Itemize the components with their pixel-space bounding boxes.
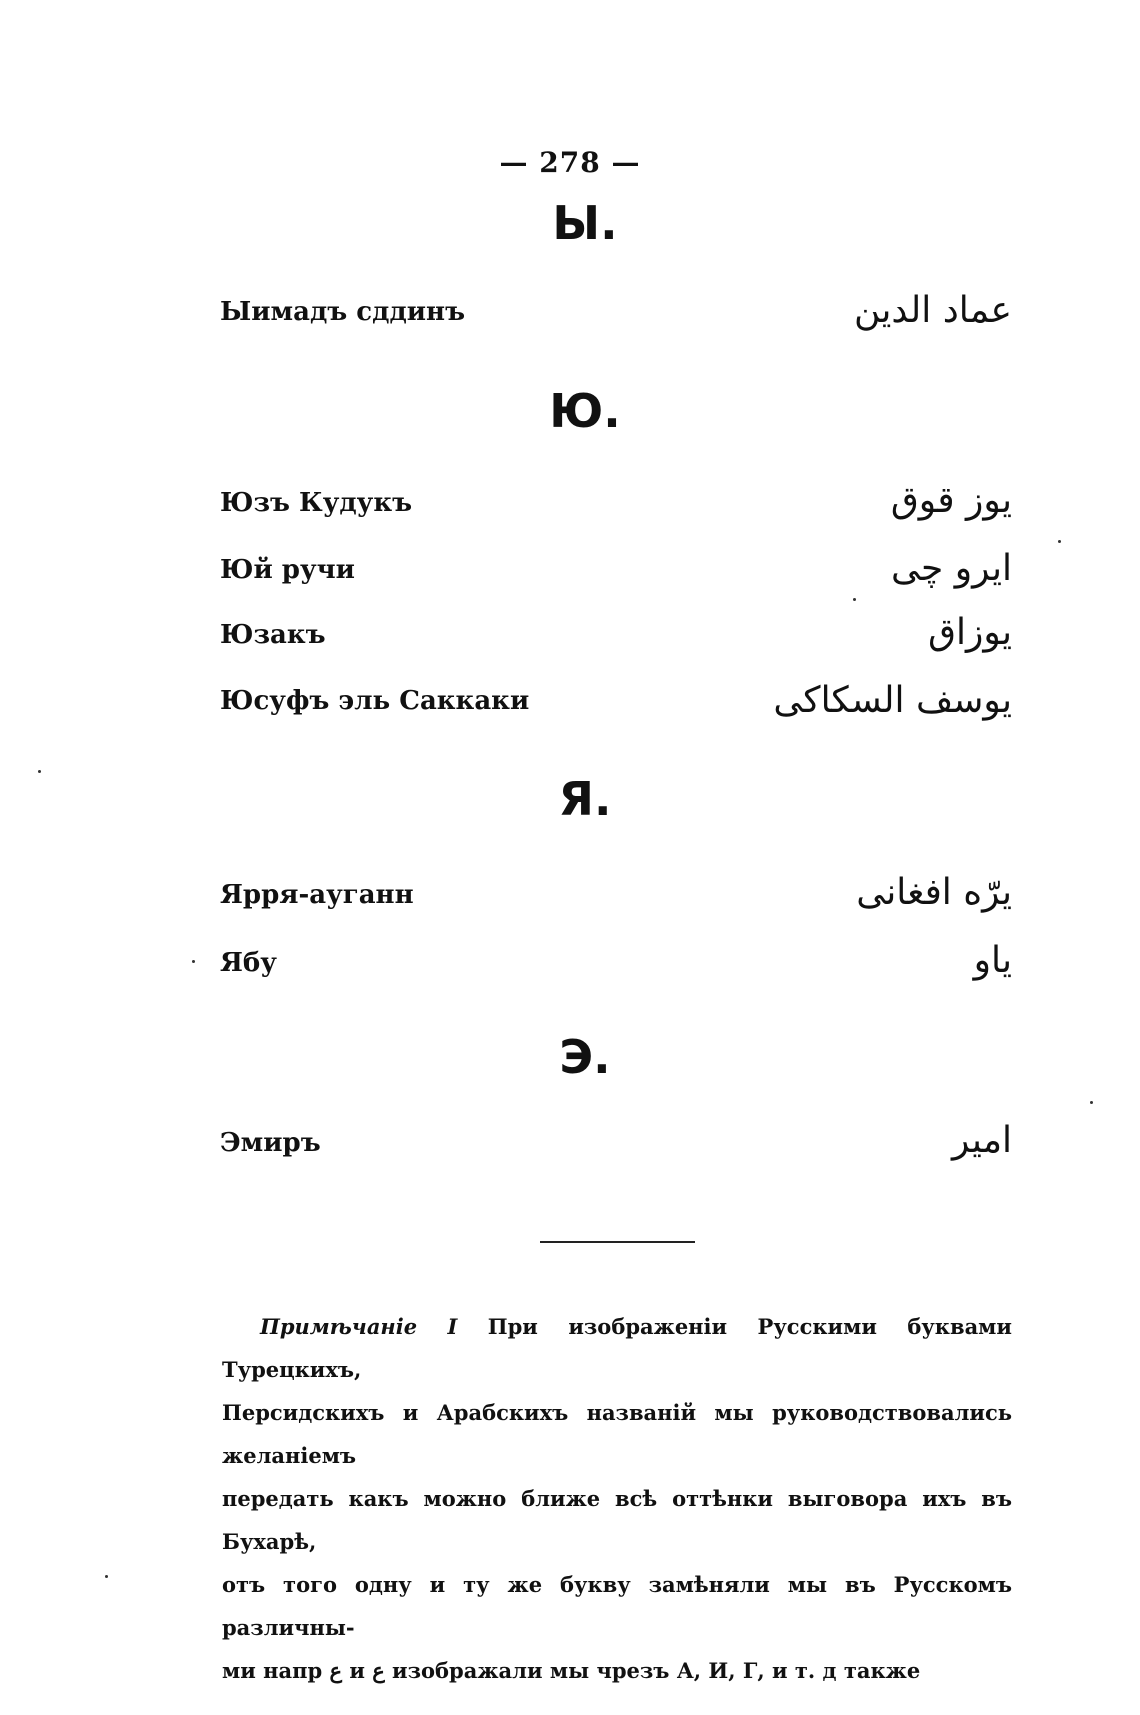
print-speck [105, 1575, 108, 1578]
print-speck [1058, 540, 1061, 543]
section-heading-e: Э. [559, 1030, 611, 1084]
footnote-line [222, 1305, 1012, 1391]
footnote-line: ми напр ع и ع изображали мы чрезъ А, И, Г, и т. д также [222, 1658, 921, 1683]
entry-russian-name: Юзъ Кудукъ [220, 488, 413, 518]
entry-arabic-name: یوز قوق [890, 480, 1012, 521]
section-divider [540, 1241, 695, 1243]
entry-russian-name: Юй ручи [220, 555, 355, 585]
entry-russian-name: Ябу [220, 948, 277, 978]
entry-arabic-name: یوزاق [928, 612, 1012, 653]
section-heading-yu: Ю. [549, 384, 621, 438]
footnote-label: Примѣчанiе I [260, 1314, 458, 1339]
entry-arabic-name: ایرو چی [891, 548, 1012, 589]
section-heading-ya: Я. [558, 772, 612, 826]
footnote-line: передать какъ можно ближе всѣ оттѣнки выговора ихъ въ Бухарѣ, [222, 1486, 1012, 1554]
page-number: — 278 — [499, 146, 641, 179]
entry-russian-name: Юсуфъ эль Саккаки [220, 686, 530, 716]
footnote-text: При изображенiи Русскими буквами Турецкихъ, [222, 1314, 1012, 1382]
print-speck [192, 960, 195, 963]
footnote-line: Персидскихъ и Арабскихъ названiй мы руководствовались желанiемъ [222, 1400, 1012, 1468]
entry-russian-name: Ыимадъ сддинъ [220, 297, 466, 327]
entry-russian-name: Ярря-ауганн [220, 880, 414, 910]
entry-arabic-name: یاو [973, 940, 1012, 981]
print-speck [38, 770, 41, 773]
entry-russian-name: Эмиръ [220, 1128, 321, 1158]
entry-arabic-name: عماد الدین [853, 290, 1012, 331]
entry-arabic-name: یرّه افغانی [856, 872, 1012, 913]
entry-arabic-name: امیر [951, 1120, 1012, 1161]
section-heading-y: Ы. [552, 196, 618, 250]
entry-arabic-name: یوسف السکاکی [773, 680, 1012, 721]
footnote [222, 1305, 1012, 1692]
print-speck [1090, 1101, 1093, 1104]
print-speck [853, 598, 856, 601]
footnote-line: отъ того одну и ту же букву замѣняли мы въ Русскомъ различны- [222, 1572, 1012, 1640]
entry-russian-name: Юзакъ [220, 620, 326, 650]
